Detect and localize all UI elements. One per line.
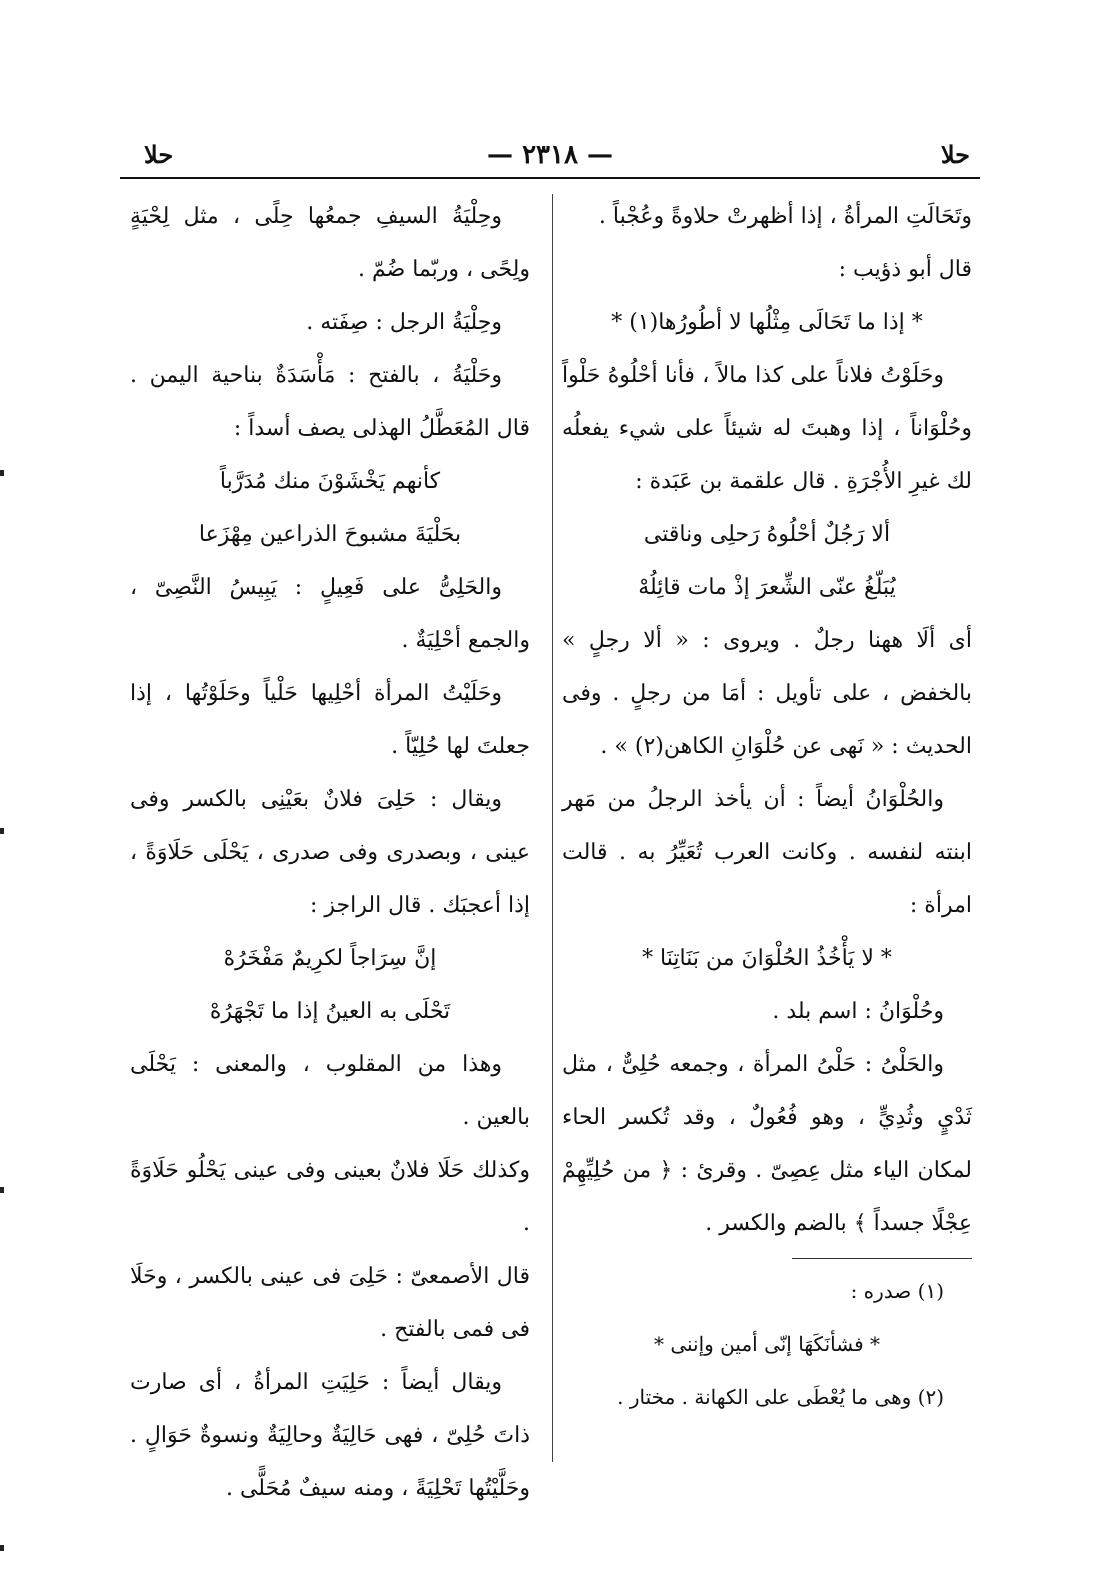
footnote: (١) صدره : [850, 1279, 944, 1303]
scan-edge-mark [0, 828, 4, 834]
poem-verse: كأنهم يَخْشَوْنَ منك مُدَرَّباً [219, 469, 441, 494]
poem-verse: * لا يَأْخُذُ الحُلْوَانَ من بَنَاتِنَا * [642, 946, 892, 971]
footnote-rule [792, 1258, 972, 1259]
entry-text: ويقال : حَلِىَ فلانٌ بعَيْنِى بالكسر وفى عينى ، وبصدرى وفى صدرى ، يَحْلَى حَلَاوَةً ، إذا أعجبَك . قال الراجز : [130, 787, 530, 918]
entry-text: والحَلِىُّ على فَعِيلٍ : يَبِيسُ النَّصِىّ ، والجمع أحْلِيَةٌ . [130, 575, 530, 653]
header-rule [120, 177, 980, 179]
entry-text: والحَلْىُ : حَلْىُ المرأة ، وجمعه حُلِىٌّ ، مثل ثَدْيٍ وثُدِيٍّ ، وهو فُعُولٌ ، وقد تُكسر الحاء لمكان الياء مثل عِصِىّ . وقرئ : ﴿ من حُلِيِّهِمْ عِجْلًا جسداً ﴾ بالضم والكسر . [562, 1052, 972, 1236]
poem-verse: بحَلْيَةَ مشبوحَ الذراعين مِهْزَعا [198, 522, 462, 547]
poem-verse: إنَّ سِرَاجاً لكرِيمٌ مَفْخَرُهْ [223, 946, 437, 971]
entry-text: وحَلَوْتُ فلاناً على كذا مالاً ، فأنا أحْلُوهُ حَلْواً وحُلْوَاناً ، إذا وهبتَ له شيئاً على شيء يفعلُه لك غيرِ الأُجْرَةِ . قال علقمة بن عَبَدة : [562, 363, 972, 494]
entry-text: وحِلْيَةُ الرجل : صِفَته . [306, 310, 502, 335]
footnote-verse: * فشأنَكَهَا إنّى أمين وإننى * [653, 1332, 880, 1356]
entry-text: قال الأصمعىّ : حَلِىَ فى عينى بالكسر ، وحَلَا فى فمى بالفتح . [130, 1264, 530, 1342]
poem-verse: يُبَلّغُ عنّى الشِّعرَ إذْ مات قائِلُهْ [638, 575, 896, 600]
scan-edge-mark [0, 470, 4, 476]
entry-text: وحَلَيْتُ المرأة أحْلِيها حَلْياً وحَلَوْتُها ، إذا جعلتَ لها حُلِيّاً . [130, 681, 530, 759]
entry-text: ويقال أيضاً : حَلِيَتِ المرأةُ ، أى صارت ذاتَ حُلِىّ ، فهى حَالِيَةٌ وحالِيَةٌ ونسوةٌ حَوَالٍ . وحَلَّيْتُها تَحْلِيَةً ، ومنه سيفٌ مُحَلًّى . [130, 1370, 530, 1501]
poem-verse: * إذا ما تَحَالَى مِثْلُها لا أطُورُها(١) * [611, 310, 923, 335]
entry-text: قال أبو ذؤيب : [838, 257, 972, 282]
entry-text: وحَلْيَةُ ، بالفتح : مَأْسَدَةٌ بناحية اليمن . قال المُعَطَّلُ الهذلى يصف أسداً : [130, 363, 530, 441]
right-column [562, 190, 972, 1424]
scan-edge-mark [0, 1545, 4, 1551]
entry-text: والحُلْوَانُ أيضاً : أن يأخذ الرجلُ من مَهر ابنته لنفسه . وكانت العرب تُعَيِّرُ به . قالت امرأة : [562, 787, 972, 918]
headword-left: حلا [144, 140, 174, 169]
headword-right: حلا [940, 140, 970, 169]
entry-text: أى ألَا ههنا رجلٌ . ويروى : « ألا رجلٍ » بالخفض ، على تأويل : أمَا من رجلٍ . وفى الحديث : « نَهى عن حُلْوَانِ الكاهن(٢) » . [562, 628, 972, 759]
entry-text: وتَحَالَتِ المرأةُ ، إذا أظهرتْ حلاوةً وعُجْباً . [598, 204, 972, 229]
entry-text: وحُلْوَانُ : اسم بلد . [772, 999, 944, 1024]
entry-text: وحِلْيَةُ السيفِ جمعُها حِلًى ، مثل لِحْيَةٍ ولِحًى ، وربّما ضُمّ . [130, 204, 530, 282]
page-number: — ٢٣١٨ — [487, 140, 613, 170]
poem-verse: ألا رَجُلٌ أحْلُوهُ رَحلِى وناقتى [643, 522, 891, 547]
left-column [130, 190, 530, 1515]
scan-edge-mark [0, 1187, 4, 1193]
poem-verse: تَحْلَى به العينُ إذا ما تَجْهَرُهْ [209, 999, 451, 1024]
entry-text: وكذلك حَلَا فلانٌ بعينى وفى عينى يَحْلُو حَلَاوَةً . [130, 1158, 530, 1236]
entry-text: وهذا من المقلوب ، والمعنى : يَحْلَى بالعين . [130, 1052, 530, 1130]
footnote: (٢) وهى ما يُعْطَى على الكهانة . مختار . [617, 1385, 944, 1409]
page-header [120, 140, 980, 180]
column-separator [552, 194, 553, 1462]
